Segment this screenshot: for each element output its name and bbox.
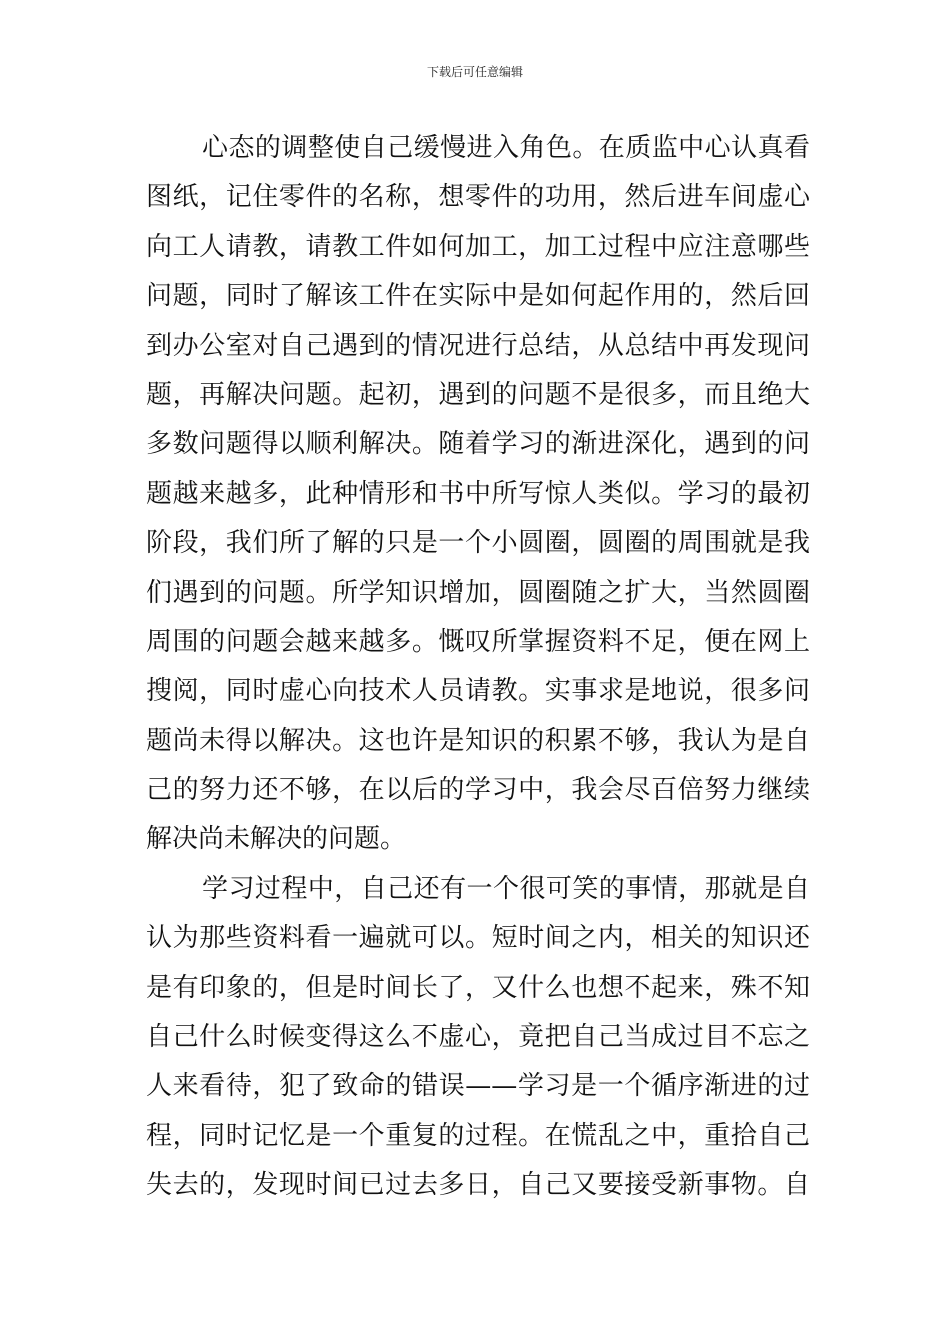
- text-line: 问题，同时了解该工件在实际中是如何起作用的，然后回: [146, 281, 810, 312]
- text-line: 心态的调整使自己缓慢进入角色。在质监中心认真看: [202, 133, 810, 163]
- paragraph-2: [146, 865, 810, 1211]
- text-line: 题，再解决问题。起初，遇到的问题不是很多，而且绝大: [146, 379, 810, 410]
- text-line: 题越来越多，此种情形和书中所写惊人类似。学习的最初: [146, 478, 810, 509]
- text-line: 搜阅，同时虚心向技术人员请教。实事求是地说，很多问: [146, 676, 810, 707]
- text-line: 是有印象的，但是时间长了，又什么也想不起来，殊不知: [146, 972, 810, 1003]
- text-line: 多数问题得以顺利解决。随着学习的渐进深化，遇到的问: [146, 429, 810, 460]
- text-line: 图纸，记住零件的名称，想零件的功用，然后进车间虚心: [146, 182, 810, 213]
- text-line: 己的努力还不够，在以后的学习中，我会尽百倍努力继续: [146, 775, 810, 806]
- text-line: 周围的问题会越来越多。慨叹所掌握资料不足，便在网上: [146, 626, 810, 657]
- text-line: 失去的，发现时间已过去多日，自己又要接受新事物。自: [146, 1170, 810, 1201]
- paragraph-1: [146, 124, 810, 865]
- text-line: 题尚未得以解决。这也许是知识的积累不够，我认为是自: [146, 725, 810, 756]
- text-line: 自己什么时候变得这么不虚心，竟把自己当成过目不忘之: [146, 1022, 810, 1053]
- text-line: 们遇到的问题。所学知识增加，圆圈随之扩大，当然圆圈: [146, 577, 810, 608]
- text-line: 阶段，我们所了解的只是一个小圆圈，圆圈的周围就是我: [146, 528, 810, 559]
- page-header: 下载后可任意编辑: [426, 65, 523, 79]
- text-line: 程，同时记忆是一个重复的过程。在慌乱之中，重拾自己: [146, 1120, 810, 1151]
- document-body: [146, 124, 810, 1211]
- text-line: 解决尚未解决的问题。: [146, 824, 407, 855]
- text-line: 认为那些资料看一遍就可以。短时间之内，相关的知识还: [146, 923, 810, 954]
- text-line: 向工人请教，请教工件如何加工，加工过程中应注意哪些: [146, 231, 810, 262]
- text-line: 人来看待，犯了致命的错误——学习是一个循序渐进的过: [146, 1071, 810, 1102]
- text-line: 到办公室对自己遇到的情况进行总结，从总结中再发现问: [146, 330, 810, 361]
- text-line: 学习过程中，自己还有一个很可笑的事情，那就是自: [202, 873, 810, 904]
